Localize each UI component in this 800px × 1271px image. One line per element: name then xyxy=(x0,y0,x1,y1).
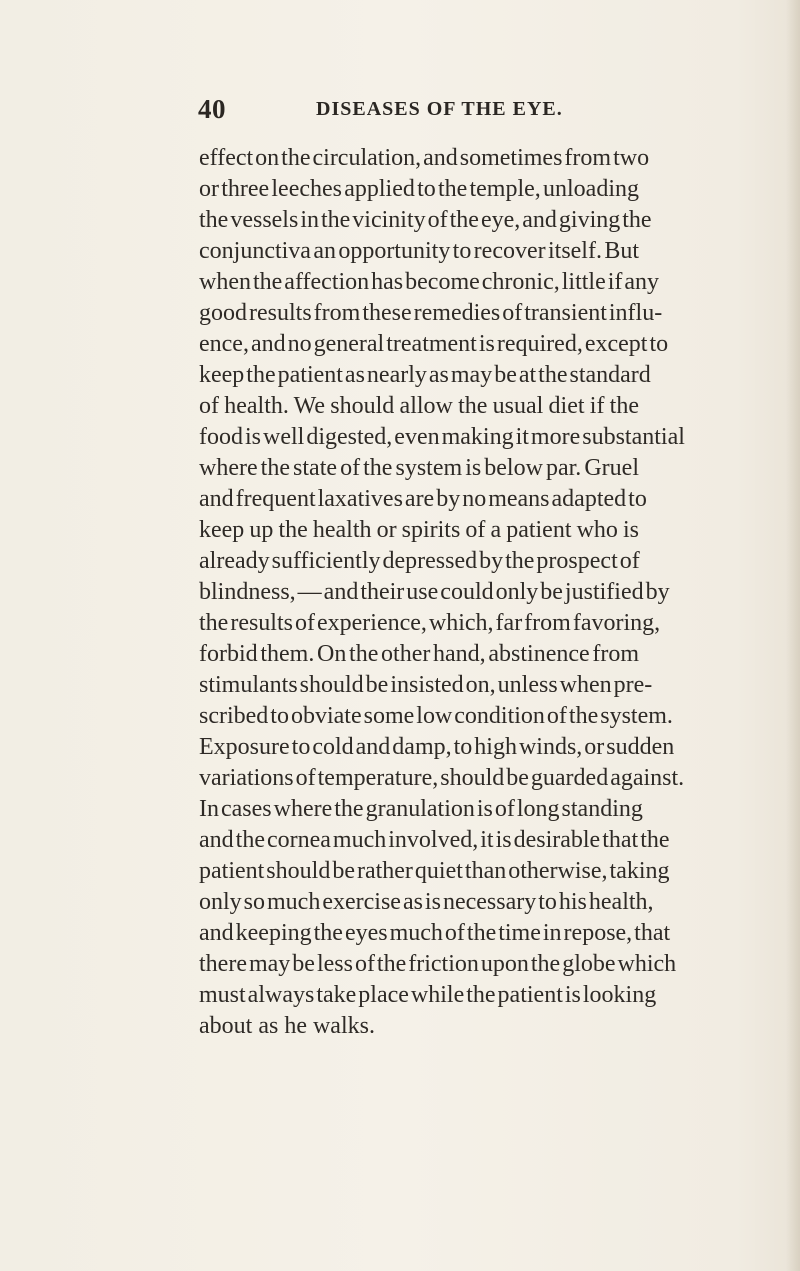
text-line: already sufficiently depressed by the prospect of xyxy=(199,548,640,574)
text-line: effect on the circulation, and sometimes from two xyxy=(199,145,650,171)
text-line: forbid them. On the other hand, abstinence from xyxy=(199,641,639,667)
text-line: and the cornea much involved, it is desirable that the xyxy=(199,827,670,853)
text-line: the results of experience, which, far from favoring, xyxy=(199,610,661,636)
body-paragraph xyxy=(199,143,685,1042)
page-number: 40 xyxy=(198,94,226,124)
text-line: patient should be rather quiet than otherwise, taking xyxy=(199,858,670,884)
text-line: blindness, — and their use could only be justified by xyxy=(199,579,670,605)
page-edge-shadow xyxy=(786,0,800,1271)
text-line: where the state of the system is below par. Gruel xyxy=(199,455,639,481)
text-line: conjunctiva an opportunity to recover itself. But xyxy=(199,238,639,264)
text-line: variations of temperature, should be guarded against. xyxy=(199,765,685,791)
text-line: only so much exercise as is necessary to his health, xyxy=(199,889,654,915)
text-line: or three leeches applied to the temple, unloading xyxy=(199,176,640,202)
text-line: there may be less of the friction upon the globe which xyxy=(199,951,677,977)
text-line: when the affection has become chronic, little if any xyxy=(199,269,660,295)
text-line: good results from these remedies of transient influ- xyxy=(199,300,663,326)
text-line: scribed to obviate some low condition of the system. xyxy=(199,703,673,729)
text-line: keep the patient as nearly as may be at the standard xyxy=(199,362,651,388)
text-line: must always take place while the patient is looking xyxy=(199,982,657,1008)
text-line-last: about as he walks. xyxy=(199,1013,375,1039)
text-line: the vessels in the vicinity of the eye, and giving the xyxy=(199,207,652,233)
text-line: keep up the health or spirits of a patient who is xyxy=(199,517,639,543)
text-line: Exposure to cold and damp, to high winds, or sudden xyxy=(199,734,675,760)
running-head: DISEASES OF THE EYE. xyxy=(316,98,563,120)
text-line: In cases where the granulation is of long standing xyxy=(199,796,643,822)
text-line: of health. We should allow the usual diet if the xyxy=(199,393,640,419)
text-line: stimulants should be insisted on, unless when pre- xyxy=(199,672,653,698)
text-line: and keeping the eyes much of the time in repose, that xyxy=(199,920,671,946)
text-line: ence, and no general treatment is required, except to xyxy=(199,331,669,357)
text-line: and frequent laxatives are by no means adapted to xyxy=(199,486,647,512)
text-line: food is well digested, even making it more substantial xyxy=(199,424,685,450)
